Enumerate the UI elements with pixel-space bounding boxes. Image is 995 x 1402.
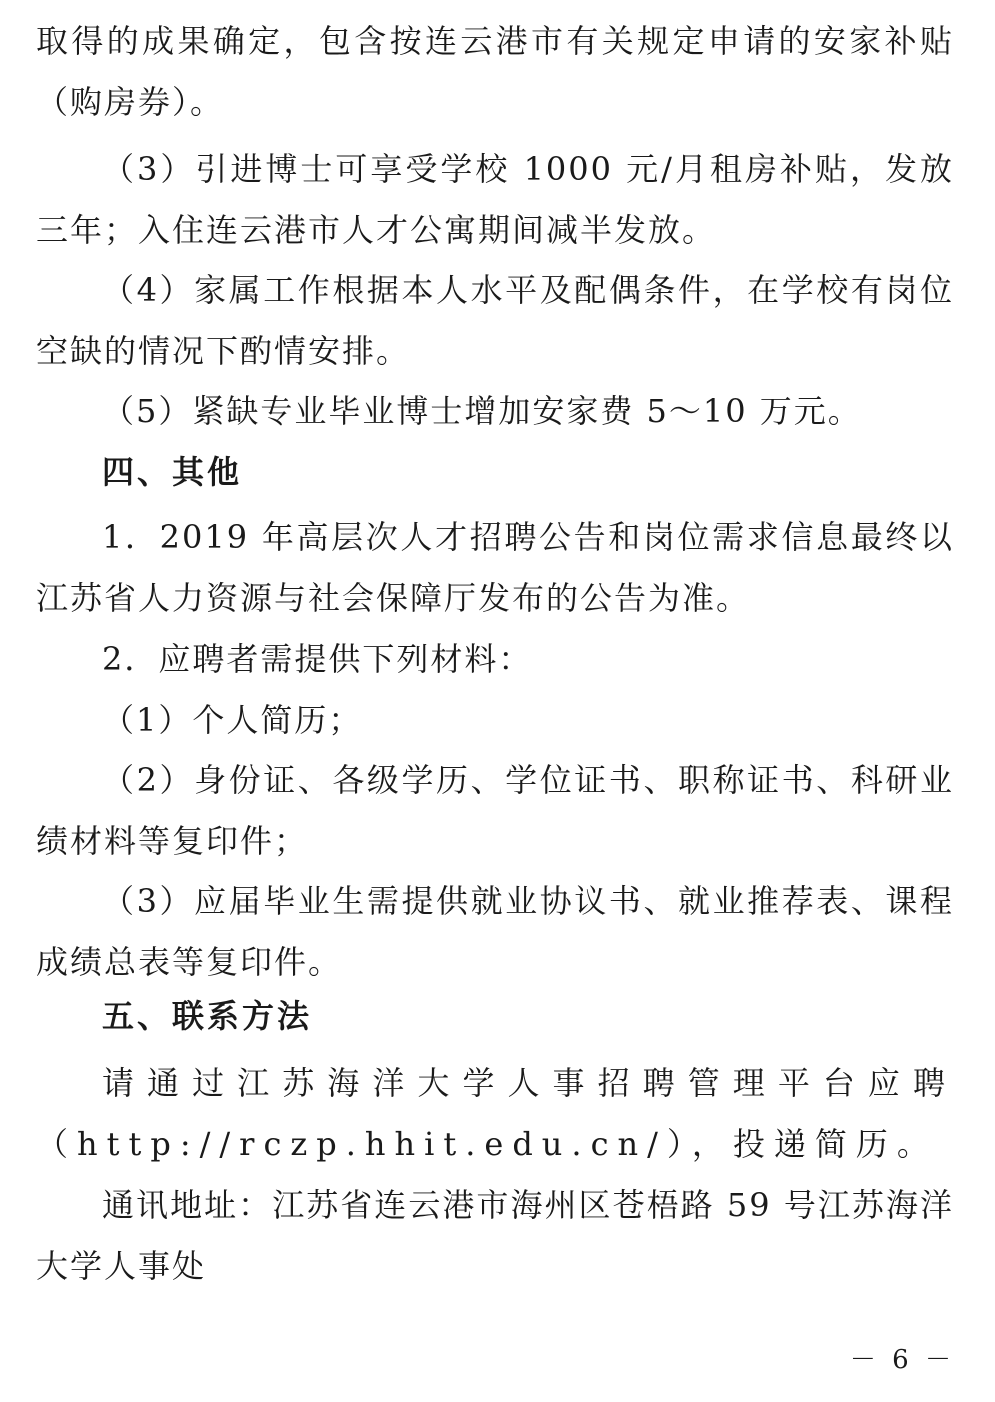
paragraph-mailing-address: 通讯地址：江苏省连云港市海州区苍梧路 59 号江苏海洋大学人事处	[36, 1186, 954, 1285]
paragraph-settlement-fee: （5）紧缺专业毕业博士增加安家费 5～10 万元。	[102, 392, 862, 430]
paragraph-application-platform: 请通过江苏海洋大学人事招聘管理平台应聘（http://rczp.hhit.edu.cn/），投递简历。	[36, 1064, 954, 1163]
paragraph-required-materials: 2．应聘者需提供下列材料：	[102, 640, 533, 678]
list-item-certificates: （2）身份证、各级学历、学位证书、职称证书、科研业绩材料等复印件；	[36, 761, 954, 860]
page-number: － 6 －	[849, 1345, 955, 1375]
section-heading-other: 四、其他	[102, 453, 243, 491]
section-heading-contact: 五、联系方法	[102, 997, 313, 1035]
paragraph-announcement-authority: 1．2019 年高层次人才招聘公告和岗位需求信息最终以江苏省人力资源与社会保障厅发布的公告为准。	[36, 518, 954, 617]
paragraph-spouse-employment: （4）家属工作根据本人水平及配偶条件，在学校有岗位空缺的情况下酌情安排。	[36, 271, 954, 370]
paragraph-rent-subsidy: （3）引进博士可享受学校 1000 元/月租房补贴，发放三年；入住连云港市人才公寓期间减半发放。	[36, 150, 954, 249]
paragraph-housing-subsidy-continued: 取得的成果确定，包含按连云港市有关规定申请的安家补贴（购房券）。	[36, 22, 954, 121]
list-item-graduate-documents: （3）应届毕业生需提供就业协议书、就业推荐表、课程成绩总表等复印件。	[36, 882, 954, 981]
list-item-resume: （1）个人简历；	[102, 701, 363, 739]
